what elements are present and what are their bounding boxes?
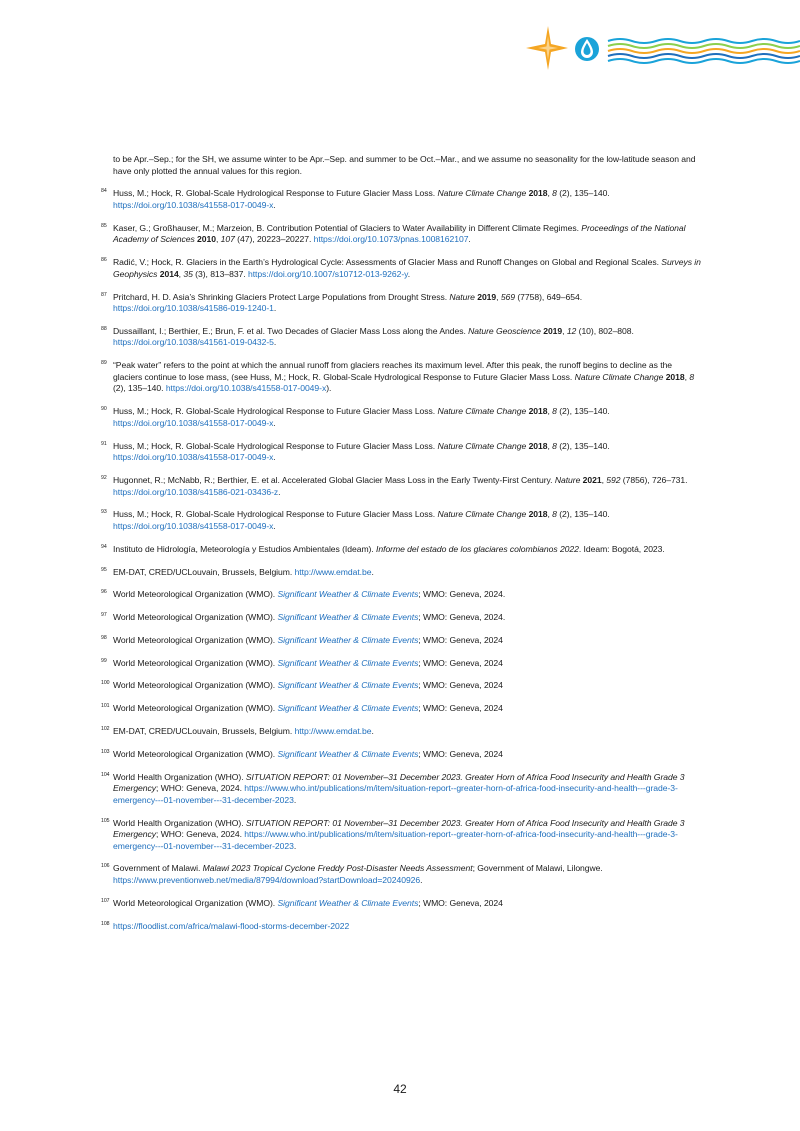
who-report-link[interactable]: https://www.who.int/publications/m/item/situation-report--greater-horn-of-africa-food-insecurity-and-health---grade-3-emergency---01-november---31-december-2023: [113, 783, 678, 805]
footnote-84: 84 Huss, M.; Hock, R. Global-Scale Hydrological Response to Future Glacier Mass Loss. Nature Climate Change 2018, 8 (2), 135–140. https://doi.org/10.1038/s41558-017-0049-x.: [101, 188, 610, 210]
footnote-number: 107: [101, 897, 110, 904]
doi-link[interactable]: https://doi.org/10.1038/s41586-021-03436-z: [113, 486, 279, 497]
wmo-events-link[interactable]: Significant Weather & Climate Events: [277, 657, 419, 668]
footnote-87: 87 Pritchard, H. D. Asia’s Shrinking Glaciers Protect Large Populations from Drought Stress. Nature 2019, 569 (7758), 649–654. https://doi.org/10.1038/s41586-019-1240-1.: [101, 291, 583, 314]
footnote-number: 93: [101, 509, 107, 516]
footnote-106: 106 Government of Malawi. Malawi 2023 Tropical Cyclone Freddy Post-Disaster Needs Assessment; Government of Malawi, Lilongwe. https://www.preventionweb.net/media/87994/download?startDownload=20240926.: [101, 863, 603, 886]
doi-link[interactable]: https://doi.org/10.1007/s10712-013-9262-y: [247, 268, 408, 279]
footnote-number: 103: [101, 748, 110, 755]
footnote-number: 99: [101, 657, 107, 664]
footnote-101: 101 World Meteorological Organization (WMO). Significant Weather & Climate Events; WMO: Geneva, 2024: [101, 703, 503, 714]
footnote-98: 98 World Meteorological Organization (WMO). Significant Weather & Climate Events; WMO: Geneva, 2024: [101, 634, 503, 645]
wmo-events-link[interactable]: Significant Weather & Climate Events: [277, 634, 419, 645]
footnote-number: 105: [101, 817, 110, 824]
emdat-link[interactable]: http://www.emdat.be: [294, 725, 372, 736]
star-icon: [526, 26, 568, 70]
footnote-number: 94: [101, 543, 107, 550]
doi-link[interactable]: https://doi.org/10.1038/s41558-017-0049-x: [165, 383, 327, 394]
footnote-94: 94 Instituto de Hidrología, Meteorología y Estudios Ambientales (Ideam). Informe del estado de los glaciares colombianos 2022. Ideam: Bogotá, 2023.: [101, 543, 665, 554]
footnote-number: 91: [101, 440, 107, 447]
preventionweb-link[interactable]: https://www.preventionweb.net/media/87994/download?startDownload=20240926: [113, 875, 421, 886]
footnote-number: 89: [101, 360, 107, 367]
footnote-89: 89 “Peak water” refers to the point at which the annual runoff from glaciers reaches its maximum level. After this peak, the runoff begins to decline as the glaciers continue to lose mass, (see Huss, M.; Hock, R. Global-Scale Hydrological Response to Future Glacier Mass Loss. Nature Climate Change 2018, 8 (2), 135–140. https://doi.org/10.1038/s41558-017-0049-x).: [101, 360, 695, 394]
footnote-number: 84: [101, 188, 107, 195]
footnote-number: 90: [101, 406, 107, 413]
footnote-107: 107 World Meteorological Organization (WMO). Significant Weather & Climate Events; WMO: Geneva, 2024: [101, 897, 503, 908]
doi-link[interactable]: https://doi.org/10.1038/s41558-017-0049-x: [113, 417, 274, 428]
doi-link[interactable]: https://doi.org/10.1038/s41558-017-0049-x: [113, 199, 274, 210]
who-report-link[interactable]: https://www.who.int/publications/m/item/situation-report--greater-horn-of-africa-food-insecurity-and-health---grade-3-emergency---01-november---31-december-2023: [113, 829, 678, 851]
footnote-number: 97: [101, 612, 107, 619]
footnote-93: 93 Huss, M.; Hock, R. Global-Scale Hydrological Response to Future Glacier Mass Loss. Nature Climate Change 2018, 8 (2), 135–140. https://doi.org/10.1038/s41558-017-0049-x.: [101, 509, 610, 531]
doi-link[interactable]: https://doi.org/10.1073/pnas.1008162107: [313, 234, 469, 245]
footnote-number: 101: [101, 703, 110, 710]
emdat-link[interactable]: http://www.emdat.be: [294, 566, 372, 577]
header-decoration: [520, 22, 800, 74]
wmo-events-link[interactable]: Significant Weather & Climate Events: [277, 897, 419, 908]
footnote-108: [101, 921, 701, 933]
footnote-85: 85 Kaser, G.; Großhauser, M.; Marzeion, B. Contribution Potential of Glaciers to Water Availability in Different Climate Regimes. Proceedings of the National Academy of Sciences 2010, 107 (47), 20223–20227. https://doi.org/10.1073/pnas.1008162107.: [101, 222, 686, 245]
footnote-number: 104: [101, 771, 110, 778]
wave-lines-icon: [608, 39, 800, 63]
footnote-91: 91 Huss, M.; Hock, R. Global-Scale Hydrological Response to Future Glacier Mass Loss. Nature Climate Change 2018, 8 (2), 135–140. https://doi.org/10.1038/s41558-017-0049-x.: [101, 440, 610, 463]
water-drop-icon: [575, 37, 599, 61]
footnote-number: 98: [101, 634, 107, 641]
footnote-number: 92: [101, 474, 107, 481]
footnote-103: 103 World Meteorological Organization (WMO). Significant Weather & Climate Events; WMO: Geneva, 2024: [101, 748, 503, 759]
footnote-number: 96: [101, 589, 107, 596]
footnote-number: 86: [101, 257, 107, 264]
page-number: 42: [393, 1082, 407, 1096]
footnote-number: 85: [101, 222, 107, 229]
footnote-number: 87: [101, 291, 107, 298]
doi-link[interactable]: https://doi.org/10.1038/s41558-017-0049-x: [113, 520, 274, 531]
footnote-number: 95: [101, 566, 107, 573]
footnote-number: 108: [101, 920, 110, 927]
footnote-90: 90 Huss, M.; Hock, R. Global-Scale Hydrological Response to Future Glacier Mass Loss. Nature Climate Change 2018, 8 (2), 135–140. https://doi.org/10.1038/s41558-017-0049-x.: [101, 406, 610, 428]
footnote-92: 92 Hugonnet, R.; McNabb, R.; Berthier, E. et al. Accelerated Global Glacier Mass Loss in the Early Twenty-First Century. Nature 2021, 592 (7856), 726–731. https://doi.org/10.1038/s41586-021-03436-z.: [101, 474, 688, 497]
floodlist-link[interactable]: https://floodlist.com/africa/malawi-flood-storms-december-2022: [113, 920, 350, 931]
footnote-86: 86 Radić, V.; Hock, R. Glaciers in the Earth’s Hydrological Cycle: Assessments of Glacier Mass and Runoff Changes on Global and Regional Scales. Surveys in Geophysics 2014, 35 (3), 813–837. https://doi.org/10.1007/s10712-013-9262-y.: [101, 257, 701, 279]
doi-link[interactable]: https://doi.org/10.1038/s41586-019-1240-1: [113, 303, 274, 314]
footnote-continuation: to be Apr.–Sep.; for the SH, we assume winter to be Apr.–Sep. and summer to be Oct.–Mar., and we assume no seasonality for the low-latitude season and have only plotted the annual values for this region.: [113, 154, 696, 176]
footnote-95: 95 EM-DAT, CRED/UCLouvain, Brussels, Belgium. http://www.emdat.be.: [101, 566, 374, 577]
footnote-102: 102 EM-DAT, CRED/UCLouvain, Brussels, Belgium. http://www.emdat.be.: [101, 725, 374, 736]
footnote-number: 100: [101, 680, 110, 687]
footnote-105: 105 World Health Organization (WHO). SITUATION REPORT: 01 November–31 December 2023. Greater Horn of Africa Food Insecurity and Health Grade 3 Emergency; WHO: Geneva, 2024. https://www.who.int/publications/m/item/situation-report--greater-horn-of-africa-food-insecurity-and-health---grade-3-emergency---01-november---31-december-2023.: [101, 817, 685, 851]
footnote-number: 106: [101, 863, 110, 870]
doi-link[interactable]: https://doi.org/10.1038/s41561-019-0432-5: [113, 337, 274, 348]
footnote-96: 96 World Meteorological Organization (WMO). Significant Weather & Climate Events; WMO: Geneva, 2024.: [101, 589, 506, 600]
wmo-events-link[interactable]: Significant Weather & Climate Events: [277, 748, 419, 759]
doi-link[interactable]: https://doi.org/10.1038/s41558-017-0049-x: [113, 452, 274, 463]
wmo-events-link[interactable]: Significant Weather & Climate Events: [277, 589, 419, 600]
footnote-88: 88 Dussaillant, I.; Berthier, E.; Brun, F. et al. Two Decades of Glacier Mass Loss along the Andes. Nature Geoscience 2019, 12 (10), 802–808. https://doi.org/10.1038/s41561-019-0432-5.: [101, 325, 634, 348]
wmo-events-link[interactable]: Significant Weather & Climate Events: [277, 703, 419, 714]
wmo-events-link[interactable]: Significant Weather & Climate Events: [277, 680, 419, 691]
wmo-events-link[interactable]: Significant Weather & Climate Events: [277, 612, 419, 623]
endnotes: [101, 154, 701, 943]
footnote-number: 88: [101, 325, 107, 332]
footnote-97: 97 World Meteorological Organization (WMO). Significant Weather & Climate Events; WMO: Geneva, 2024.: [101, 612, 506, 623]
footnote-100: 100 World Meteorological Organization (WMO). Significant Weather & Climate Events; WMO: Geneva, 2024: [101, 680, 503, 691]
footnote-104: 104 World Health Organization (WHO). SITUATION REPORT: 01 November–31 December 2023. Greater Horn of Africa Food Insecurity and Health Grade 3 Emergency; WHO: Geneva, 2024. https://www.who.int/publications/m/item/situation-report--greater-horn-of-africa-food-insecurity-and-health---grade-3-emergency---01-november---31-december-2023.: [101, 771, 685, 805]
footnote-99: 99 World Meteorological Organization (WMO). Significant Weather & Climate Events; WMO: Geneva, 2024: [101, 657, 503, 668]
footnote-number: 102: [101, 725, 110, 732]
